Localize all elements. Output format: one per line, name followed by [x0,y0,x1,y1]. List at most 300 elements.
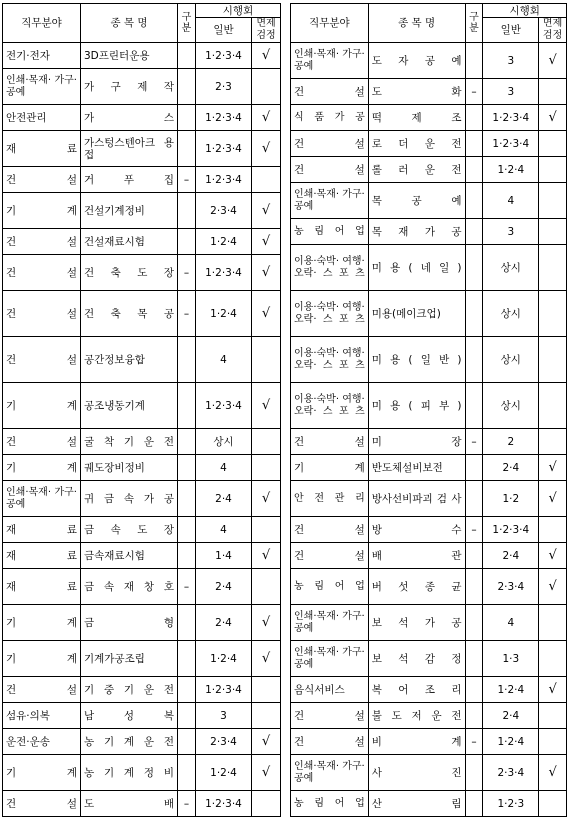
check-mark-icon: √ [261,548,271,563]
class-cell [465,703,483,729]
class-cell [178,605,196,641]
exempt-cell [539,79,567,105]
class-cell [178,193,196,229]
field-cell: 건 설 [3,167,81,193]
check-mark-icon: √ [261,48,271,63]
exempt-cell [539,569,567,605]
class-cell: – [178,255,196,291]
class-cell [178,455,196,481]
class-cell [178,337,196,383]
name-cell: 미 용 ( 피 부 ) [368,383,465,429]
session-cell: 3 [483,43,539,79]
class-cell [178,703,196,729]
check-mark-icon: √ [261,265,271,280]
name-cell: 떡 제 조 [368,105,465,131]
left-table [2,3,281,817]
exempt-cell [539,291,567,337]
field-cell: 재 료 [3,131,81,167]
class-cell [178,229,196,255]
table-row [291,729,567,755]
table-row [291,105,567,131]
name-cell: 금 속 재 창 호 [81,569,178,605]
field-cell: 농 림 어 업 [291,219,369,245]
check-mark-icon: √ [261,306,271,321]
class-cell: – [465,79,483,105]
exempt-cell [252,455,281,481]
field-cell: 농 림 어 업 [291,791,369,817]
session-cell: 1·2·3·4 [196,167,252,193]
class-cell: – [178,291,196,337]
class-cell [465,337,483,383]
class-cell [465,131,483,157]
session-cell: 3 [483,219,539,245]
table-row [291,569,567,605]
name-cell: 금 속 도 장 [81,517,178,543]
right-table [290,3,567,817]
session-cell: 상시 [483,245,539,291]
session-cell: 4 [483,605,539,641]
header-class: 구분 [465,4,483,43]
session-cell: 2·3·4 [483,569,539,605]
name-cell: 굴 착 기 운 전 [81,429,178,455]
exempt-cell [539,429,567,455]
name-cell: 거 푸 집 [81,167,178,193]
field-cell: 인쇄·목재· 가구·공예 [3,69,81,105]
session-cell: 1·2·3 [483,791,539,817]
exempt-cell [252,43,281,69]
table-row [291,245,567,291]
name-cell: 남 성 복 [81,703,178,729]
exempt-cell [252,517,281,543]
field-cell: 이용·숙박· 여행·오락· 스 포 츠 [291,291,369,337]
name-cell: 공조냉동기계 [81,383,178,429]
session-cell: 3 [483,79,539,105]
exempt-cell [252,193,281,229]
class-cell [178,105,196,131]
exempt-cell [252,383,281,429]
field-cell: 기 계 [3,641,81,677]
exempt-cell [539,337,567,383]
class-cell [465,605,483,641]
table-row [291,337,567,383]
class-cell [178,729,196,755]
class-cell [465,105,483,131]
session-cell: 2·4 [483,455,539,481]
check-mark-icon: √ [548,579,557,594]
field-cell: 건 설 [3,229,81,255]
table-row [291,755,567,791]
name-cell: 귀 금 속 가 공 [81,481,178,517]
table-row [3,255,281,291]
header-general: 일반 [483,18,539,43]
table-row [3,105,281,131]
session-cell: 2·4 [196,569,252,605]
header-exempt: 면제 검정 [252,18,281,43]
exempt-cell [539,383,567,429]
field-cell: 섬유·의복 [3,703,81,729]
field-cell: 기 계 [3,755,81,791]
check-mark-icon: √ [548,491,557,506]
name-cell: 미 용 ( 네 일 ) [368,245,465,291]
table-row [3,677,281,703]
class-cell [465,543,483,569]
session-cell: 상시 [483,291,539,337]
class-cell: – [465,729,483,755]
session-cell: 1·2·3·4 [196,677,252,703]
table-row [3,755,281,791]
session-cell: 1·2·4 [196,229,252,255]
name-cell: 건설기계정비 [81,193,178,229]
table-row [291,291,567,337]
table-row [291,383,567,429]
field-cell: 인쇄·목재· 가구·공예 [291,755,369,791]
table-row [3,517,281,543]
class-cell [465,291,483,337]
check-mark-icon: √ [261,491,271,506]
field-cell: 건 설 [291,703,369,729]
check-mark-icon: √ [261,110,271,125]
exempt-cell [252,791,281,817]
table-row [291,543,567,569]
name-cell: 목 공 예 [368,183,465,219]
session-cell: 1·2·3·4 [196,43,252,69]
table-row [3,193,281,229]
exempt-cell [539,729,567,755]
name-cell: 방 수 [368,517,465,543]
exempt-cell [539,605,567,641]
check-mark-icon: √ [548,460,557,475]
name-cell: 사 진 [368,755,465,791]
exempt-cell [539,105,567,131]
check-mark-icon: √ [261,765,271,780]
session-cell: 1·2·3·4 [483,517,539,543]
table-row [291,481,567,517]
field-cell: 인쇄·목재· 가구·공예 [291,43,369,79]
exempt-cell [252,703,281,729]
header-name: 종 목 명 [368,4,465,43]
name-cell: 배 관 [368,543,465,569]
exempt-cell [252,677,281,703]
name-cell: 비 계 [368,729,465,755]
session-cell: 1·2·4 [483,157,539,183]
class-cell [465,157,483,183]
table-row [3,481,281,517]
session-cell: 1·2·4 [483,729,539,755]
class-cell [465,219,483,245]
exempt-cell [539,245,567,291]
field-cell: 기 계 [3,383,81,429]
table-row [291,517,567,543]
field-cell: 건 설 [3,677,81,703]
field-cell: 농 림 어 업 [291,569,369,605]
name-cell: 도 화 [368,79,465,105]
check-mark-icon: √ [548,53,557,68]
session-cell: 상시 [196,429,252,455]
class-cell [178,383,196,429]
class-cell [178,677,196,703]
header-field: 직무분야 [291,4,369,43]
table-row [291,43,567,79]
field-cell: 인쇄·목재· 가구·공예 [291,183,369,219]
exempt-cell [539,755,567,791]
name-cell: 궤도장비정비 [81,455,178,481]
exempt-cell [252,337,281,383]
exempt-cell [252,641,281,677]
check-mark-icon: √ [548,548,557,563]
field-cell: 안전관리 [3,105,81,131]
table-row [291,455,567,481]
class-cell [465,183,483,219]
table-row [3,291,281,337]
name-cell: 금속재료시험 [81,543,178,569]
check-mark-icon: √ [261,141,271,156]
session-cell: 1·3 [483,641,539,677]
field-cell: 재 료 [3,517,81,543]
class-cell [465,383,483,429]
session-cell: 4 [483,183,539,219]
check-mark-icon: √ [261,398,271,413]
class-cell [178,481,196,517]
field-cell: 기 계 [3,193,81,229]
session-cell: 1·2·4 [196,641,252,677]
session-cell: 2·4 [196,605,252,641]
name-cell: 금 형 [81,605,178,641]
exempt-cell [539,791,567,817]
table-row [3,455,281,481]
name-cell: 3D프린터운용 [81,43,178,69]
check-mark-icon: √ [261,203,271,218]
class-cell [178,641,196,677]
session-cell: 2·4 [483,543,539,569]
name-cell: 롤 러 운 전 [368,157,465,183]
class-cell [178,43,196,69]
class-cell [178,755,196,791]
name-cell: 복 어 조 리 [368,677,465,703]
table-row [291,605,567,641]
table-row [291,219,567,245]
field-cell: 재 료 [3,569,81,605]
table-row [3,641,281,677]
class-cell [465,43,483,79]
name-cell: 농 기 계 정 비 [81,755,178,791]
class-cell [465,641,483,677]
field-cell: 이용·숙박· 여행·오락· 스 포 츠 [291,337,369,383]
field-cell: 건 설 [291,517,369,543]
exempt-cell [539,219,567,245]
name-cell: 농 기 계 운 전 [81,729,178,755]
field-cell: 운전·운송 [3,729,81,755]
exempt-cell [252,291,281,337]
header-session: 시행회 [196,4,281,18]
table-row [291,791,567,817]
field-cell: 인쇄·목재· 가구·공예 [291,641,369,677]
name-cell: 건설재료시험 [81,229,178,255]
exempt-cell [539,481,567,517]
session-cell: 1·2·3·4 [196,105,252,131]
exempt-cell [539,703,567,729]
session-cell: 1·2·3·4 [483,105,539,131]
name-cell: 목 재 가 공 [368,219,465,245]
name-cell: 기계가공조립 [81,641,178,677]
header-field: 직무분야 [3,4,81,43]
table-row [291,429,567,455]
table-row [3,69,281,105]
name-cell: 보 석 가 공 [368,605,465,641]
session-cell: 1·2·3·4 [196,131,252,167]
table-row [3,703,281,729]
class-cell: – [178,167,196,193]
session-cell: 1·4 [196,543,252,569]
class-cell: – [178,791,196,817]
class-cell [465,245,483,291]
header-name: 종 목 명 [81,4,178,43]
exempt-cell [539,131,567,157]
field-cell: 음식서비스 [291,677,369,703]
header-general: 일반 [196,18,252,43]
exempt-cell [539,43,567,79]
name-cell: 로 더 운 전 [368,131,465,157]
name-cell: 가 구 제 작 [81,69,178,105]
table-row [291,677,567,703]
class-cell [178,517,196,543]
header-session: 시행회 [483,4,567,18]
name-cell: 도 배 [81,791,178,817]
name-cell: 도 자 공 예 [368,43,465,79]
class-cell [178,543,196,569]
table-row [291,79,567,105]
session-cell: 2·3 [196,69,252,105]
exempt-cell [539,157,567,183]
name-cell: 방사선비파괴 검 사 [368,481,465,517]
field-cell: 전기·전자 [3,43,81,69]
check-mark-icon: √ [548,682,557,697]
check-mark-icon: √ [261,734,271,749]
field-cell: 안 전 관 리 [291,481,369,517]
name-cell: 보 석 감 정 [368,641,465,677]
table-row [291,703,567,729]
session-cell: 1·2·4 [196,291,252,337]
session-cell: 1·2·4 [196,755,252,791]
field-cell: 건 설 [3,429,81,455]
session-cell: 2·4 [483,703,539,729]
session-cell: 2 [483,429,539,455]
table-row [3,229,281,255]
field-cell: 건 설 [291,543,369,569]
table-row [3,167,281,193]
session-cell: 1·2·3·4 [196,383,252,429]
session-cell: 2·3·4 [196,193,252,229]
session-cell: 4 [196,517,252,543]
table-row [291,183,567,219]
name-cell: 산 림 [368,791,465,817]
field-cell: 인쇄·목재· 가구·공예 [3,481,81,517]
table-row [291,157,567,183]
session-cell: 1·2·3·4 [196,255,252,291]
field-cell: 기 계 [3,605,81,641]
class-cell: – [465,517,483,543]
field-cell: 건 설 [291,79,369,105]
field-cell: 이용·숙박· 여행·오락· 스 포 츠 [291,245,369,291]
session-cell: 1·2·4 [483,677,539,703]
class-cell [178,429,196,455]
table-row [3,729,281,755]
class-cell: – [178,569,196,605]
exempt-cell [539,455,567,481]
field-cell: 건 설 [291,429,369,455]
session-cell: 4 [196,337,252,383]
header-exempt: 면제 검정 [539,18,567,43]
session-cell: 상시 [483,383,539,429]
table-row [3,605,281,641]
name-cell: 미 용 ( 일 반 ) [368,337,465,383]
field-cell: 기 계 [291,455,369,481]
check-mark-icon: √ [548,110,557,125]
class-cell [178,69,196,105]
session-cell: 상시 [483,337,539,383]
name-cell: 미용(메이크업) [368,291,465,337]
exempt-cell [539,183,567,219]
exempt-cell [252,167,281,193]
session-cell: 2·4 [196,481,252,517]
check-mark-icon: √ [261,234,271,249]
session-cell: 1·2·3·4 [483,131,539,157]
exempt-cell [539,543,567,569]
class-cell [465,481,483,517]
exempt-cell [252,429,281,455]
check-mark-icon: √ [548,765,557,780]
exempt-cell [539,677,567,703]
field-cell: 건 설 [3,791,81,817]
exempt-cell [252,69,281,105]
check-mark-icon: √ [261,615,271,630]
table-row [3,43,281,69]
class-cell [465,791,483,817]
field-cell: 기 계 [3,455,81,481]
session-cell: 4 [196,455,252,481]
exempt-cell [252,729,281,755]
field-cell: 건 설 [291,157,369,183]
field-cell: 이용·숙박· 여행·오락· 스 포 츠 [291,383,369,429]
exempt-cell [252,105,281,131]
table-row [3,543,281,569]
exempt-cell [252,229,281,255]
name-cell: 미 장 [368,429,465,455]
field-cell: 건 설 [3,255,81,291]
session-cell: 2·3·4 [483,755,539,791]
table-row [3,337,281,383]
exempt-cell [252,755,281,791]
table-row [3,383,281,429]
session-cell: 3 [196,703,252,729]
exempt-cell [252,131,281,167]
name-cell: 건 축 도 장 [81,255,178,291]
field-cell: 건 설 [291,131,369,157]
name-cell: 반도체설비보전 [368,455,465,481]
name-cell: 가 스 [81,105,178,131]
exempt-cell [252,255,281,291]
check-mark-icon: √ [261,651,271,666]
exempt-cell [539,641,567,677]
name-cell: 공간정보융합 [81,337,178,383]
name-cell: 버 섯 종 균 [368,569,465,605]
name-cell: 건 축 목 공 [81,291,178,337]
class-cell [465,677,483,703]
table-row [3,791,281,817]
class-cell [465,455,483,481]
table-row [291,131,567,157]
exempt-cell [252,605,281,641]
table-row [3,131,281,167]
